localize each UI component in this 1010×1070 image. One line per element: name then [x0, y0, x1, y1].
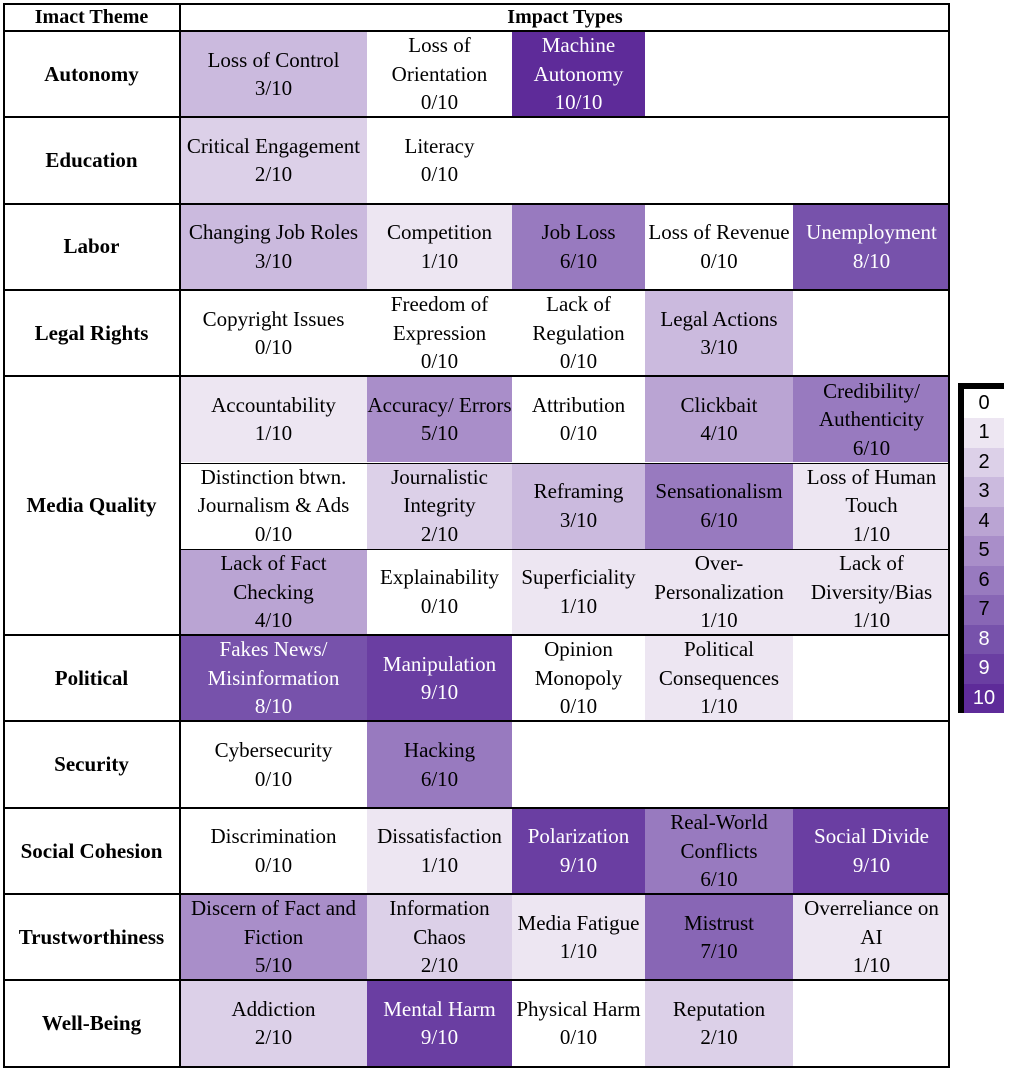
- impact-score: 1/10: [559, 939, 598, 964]
- impact-score: 2/10: [254, 162, 293, 187]
- legend-swatch: 5: [964, 536, 1004, 565]
- impact-score: 0/10: [254, 521, 293, 546]
- impact-cell: [367, 463, 512, 549]
- impact-score: 6/10: [420, 766, 459, 791]
- grid-line: [3, 979, 950, 981]
- impact-cell: [180, 290, 367, 376]
- grid-line: [3, 634, 950, 636]
- impact-label: Competition: [387, 220, 492, 245]
- impact-cell: [367, 117, 512, 203]
- impact-label: Attribution: [531, 392, 626, 417]
- types-header: Impact Types: [507, 6, 623, 28]
- impact-cell: [793, 204, 950, 290]
- impact-label: Political Consequences: [658, 637, 780, 690]
- impact-label: Job Loss: [541, 220, 616, 245]
- impact-score: 9/10: [420, 1025, 459, 1050]
- impact-cell: [645, 376, 793, 462]
- impact-label: Unemployment: [806, 220, 937, 245]
- impact-label: Changing Job Roles: [188, 220, 359, 245]
- color-scale-legend: [958, 383, 1004, 713]
- impact-label: Mental Harm: [383, 996, 496, 1021]
- impact-label: Distinction btwn. Journalism & Ads: [197, 464, 350, 518]
- impact-label: Over-Personalization: [654, 551, 784, 604]
- theme-label: Political: [54, 665, 129, 690]
- impact-score: 6/10: [700, 867, 738, 892]
- impact-cell: [180, 204, 367, 290]
- impact-label: Cybersecurity: [214, 738, 333, 763]
- grid-line: [180, 463, 950, 464]
- impact-label: Dissatisfaction: [377, 824, 502, 849]
- impact-label: Addiction: [231, 996, 316, 1021]
- impact-cell: [645, 894, 793, 980]
- impact-score: 0/10: [420, 349, 459, 374]
- grid-line: [3, 1066, 950, 1068]
- impact-cell: [793, 549, 950, 635]
- impact-score: 3/10: [700, 335, 738, 360]
- impact-score: 1/10: [420, 852, 459, 877]
- impact-cell: [367, 549, 512, 635]
- impact-score: 8/10: [254, 694, 293, 719]
- impact-label: Hacking: [403, 738, 476, 763]
- impact-cell: [180, 117, 367, 203]
- impact-label: Polarization: [527, 824, 630, 849]
- theme-label: Legal Rights: [34, 320, 149, 345]
- theme-label: Education: [45, 148, 138, 173]
- impact-label: Machine Autonomy: [533, 33, 624, 86]
- impact-label: Social Divide: [814, 824, 929, 849]
- impact-cell: [512, 808, 645, 894]
- impact-cell: [180, 463, 367, 549]
- impact-label: Physical Harm: [516, 996, 641, 1021]
- impact-cell: [367, 290, 512, 376]
- impact-label: Copyright Issues: [202, 306, 345, 331]
- impact-label: Opinion Monopoly: [534, 637, 623, 690]
- impact-score: 0/10: [700, 248, 738, 273]
- legend-swatch: 8: [964, 625, 1004, 654]
- impact-table: [3, 3, 950, 1067]
- impact-label: Journalistic Integrity: [391, 464, 488, 518]
- grid-line: [3, 807, 950, 809]
- impact-cell: [367, 808, 512, 894]
- grid-line: [3, 203, 950, 205]
- theme-label: Media Quality: [26, 493, 157, 518]
- impact-cell: [512, 894, 645, 980]
- theme-header: Imact Theme: [34, 6, 149, 28]
- impact-label: Explainability: [380, 565, 499, 590]
- impact-label: Fakes News/ Misinformation: [207, 637, 340, 690]
- impact-score: 1/10: [700, 608, 738, 633]
- impact-score: 2/10: [700, 1025, 738, 1050]
- impact-cell: [367, 980, 512, 1066]
- legend-swatch: 3: [964, 477, 1004, 506]
- impact-label: Accuracy/ Errors: [367, 392, 512, 417]
- impact-score: 6/10: [852, 435, 891, 460]
- impact-label: Clickbait: [680, 392, 758, 417]
- impact-cell: [180, 376, 367, 462]
- theme-label: Social Cohesion: [20, 838, 163, 863]
- impact-cell: [180, 721, 367, 807]
- impact-label: Manipulation: [382, 651, 497, 676]
- impact-score: 5/10: [420, 421, 459, 446]
- grid-line: [3, 116, 950, 118]
- impact-cell: [367, 894, 512, 980]
- impact-score: 3/10: [559, 507, 598, 532]
- impact-score: 0/10: [559, 694, 598, 719]
- impact-label: Superficiality: [521, 565, 636, 590]
- impact-cell: [793, 894, 950, 980]
- impact-score: 9/10: [559, 852, 598, 877]
- impact-label: Media Fatigue: [517, 910, 640, 935]
- impact-label: Overreliance on AI: [804, 896, 939, 949]
- theme-label: Well-Being: [41, 1011, 142, 1036]
- impact-label: Reframing: [533, 479, 624, 504]
- impact-cell: [180, 980, 367, 1066]
- impact-cell: [512, 635, 645, 721]
- impact-label: Credibility/ Authenticity: [819, 378, 924, 432]
- impact-score: 3/10: [254, 76, 293, 101]
- impact-score: 1/10: [420, 248, 459, 273]
- impact-label: Critical Engagement: [186, 133, 361, 158]
- grid-line: [3, 893, 950, 895]
- legend-swatch: 10: [964, 684, 1004, 713]
- impact-score: 0/10: [420, 162, 459, 187]
- impact-score: 7/10: [700, 939, 738, 964]
- legend-swatch: 2: [964, 448, 1004, 477]
- theme-label: Labor: [63, 234, 120, 259]
- grid-line: [3, 375, 950, 377]
- impact-cell: [367, 31, 512, 117]
- impact-cell: [645, 290, 793, 376]
- grid-line: [3, 289, 950, 291]
- legend-swatch: 0: [964, 389, 1004, 418]
- impact-score: 6/10: [559, 248, 598, 273]
- impact-label: Sensationalism: [655, 479, 783, 504]
- impact-label: Real-World Conflicts: [670, 810, 768, 863]
- impact-label: Information Chaos: [389, 896, 490, 949]
- impact-label: Loss of Human Touch: [806, 464, 937, 518]
- impact-cell: [512, 463, 645, 549]
- impact-score: 1/10: [852, 608, 891, 633]
- impact-score: 2/10: [420, 521, 459, 546]
- impact-label: Literacy: [404, 133, 475, 158]
- theme-label: Autonomy: [44, 61, 139, 86]
- impact-score: 2/10: [254, 1025, 293, 1050]
- impact-score: 1/10: [852, 953, 891, 978]
- impact-score: 0/10: [420, 593, 459, 618]
- impact-cell: [367, 376, 512, 462]
- impact-cell: [367, 204, 512, 290]
- impact-score: 1/10: [700, 694, 738, 719]
- impact-score: 0/10: [559, 349, 598, 374]
- legend-swatch: 1: [964, 418, 1004, 447]
- impact-cell: [645, 808, 793, 894]
- impact-score: 0/10: [559, 1025, 598, 1050]
- impact-label: Loss of Orientation: [391, 33, 488, 86]
- impact-cell: [180, 808, 367, 894]
- grid-line: [3, 3, 950, 5]
- impact-cell: [512, 980, 645, 1066]
- impact-score: 9/10: [420, 680, 459, 705]
- impact-score: 0/10: [254, 335, 293, 360]
- impact-score: 4/10: [700, 421, 738, 446]
- impact-score: 1/10: [559, 593, 598, 618]
- impact-label: Lack of Fact Checking: [220, 551, 327, 604]
- impact-cell: [367, 721, 512, 807]
- impact-cell: [793, 463, 950, 549]
- impact-score: 1/10: [852, 521, 891, 546]
- impact-score: 3/10: [254, 248, 293, 273]
- impact-label: Discern of Fact and Fiction: [190, 896, 357, 949]
- impact-cell: [645, 463, 793, 549]
- theme-label: Security: [54, 752, 129, 777]
- impact-score: 1/10: [254, 421, 293, 446]
- impact-score: 9/10: [852, 852, 891, 877]
- impact-cell: [512, 549, 645, 635]
- impact-score: 0/10: [559, 421, 598, 446]
- impact-label: Loss of Control: [207, 47, 340, 72]
- impact-label: Loss of Revenue: [648, 220, 790, 245]
- impact-score: 0/10: [254, 852, 293, 877]
- impact-cell: [645, 549, 793, 635]
- impact-score: 4/10: [254, 608, 293, 633]
- impact-score: 8/10: [852, 248, 891, 273]
- impact-score: 10/10: [554, 90, 603, 115]
- legend-swatch: 4: [964, 507, 1004, 536]
- impact-label: Legal Actions: [660, 306, 778, 331]
- legend-swatch: 7: [964, 595, 1004, 624]
- impact-cell: [180, 31, 367, 117]
- impact-label: Freedom of Expression: [390, 292, 489, 345]
- impact-cell: [793, 376, 950, 462]
- impact-cell: [645, 204, 793, 290]
- impact-label: Mistrust: [683, 910, 754, 935]
- impact-cell: [645, 635, 793, 721]
- impact-score: 5/10: [254, 953, 293, 978]
- impact-label: Lack of Diversity/Bias: [810, 551, 933, 604]
- impact-cell: [367, 635, 512, 721]
- impact-score: 6/10: [700, 507, 738, 532]
- legend-swatch: 6: [964, 566, 1004, 595]
- impact-cell: [512, 290, 645, 376]
- grid-line: [3, 720, 950, 722]
- impact-label: Discrimination: [210, 824, 337, 849]
- impact-cell: [793, 808, 950, 894]
- grid-line: [180, 549, 950, 550]
- impact-label: Lack of Regulation: [532, 292, 625, 345]
- legend-swatch: 9: [964, 654, 1004, 683]
- impact-label: Reputation: [672, 996, 766, 1021]
- grid-line: [3, 30, 950, 32]
- impact-cell: [645, 980, 793, 1066]
- impact-score: 0/10: [254, 766, 293, 791]
- impact-label: Accountability: [211, 392, 336, 417]
- impact-cell: [512, 376, 645, 462]
- impact-cell: [512, 31, 645, 117]
- grid-line: [948, 3, 950, 1067]
- theme-label: Trustworthiness: [18, 924, 165, 949]
- impact-cell: [512, 204, 645, 290]
- impact-cell: [180, 894, 367, 980]
- impact-cell: [180, 635, 367, 721]
- impact-cell: [180, 549, 367, 635]
- impact-score: 0/10: [420, 90, 459, 115]
- impact-score: 2/10: [420, 953, 459, 978]
- grid-line: [3, 3, 5, 1067]
- grid-line: [179, 3, 181, 1067]
